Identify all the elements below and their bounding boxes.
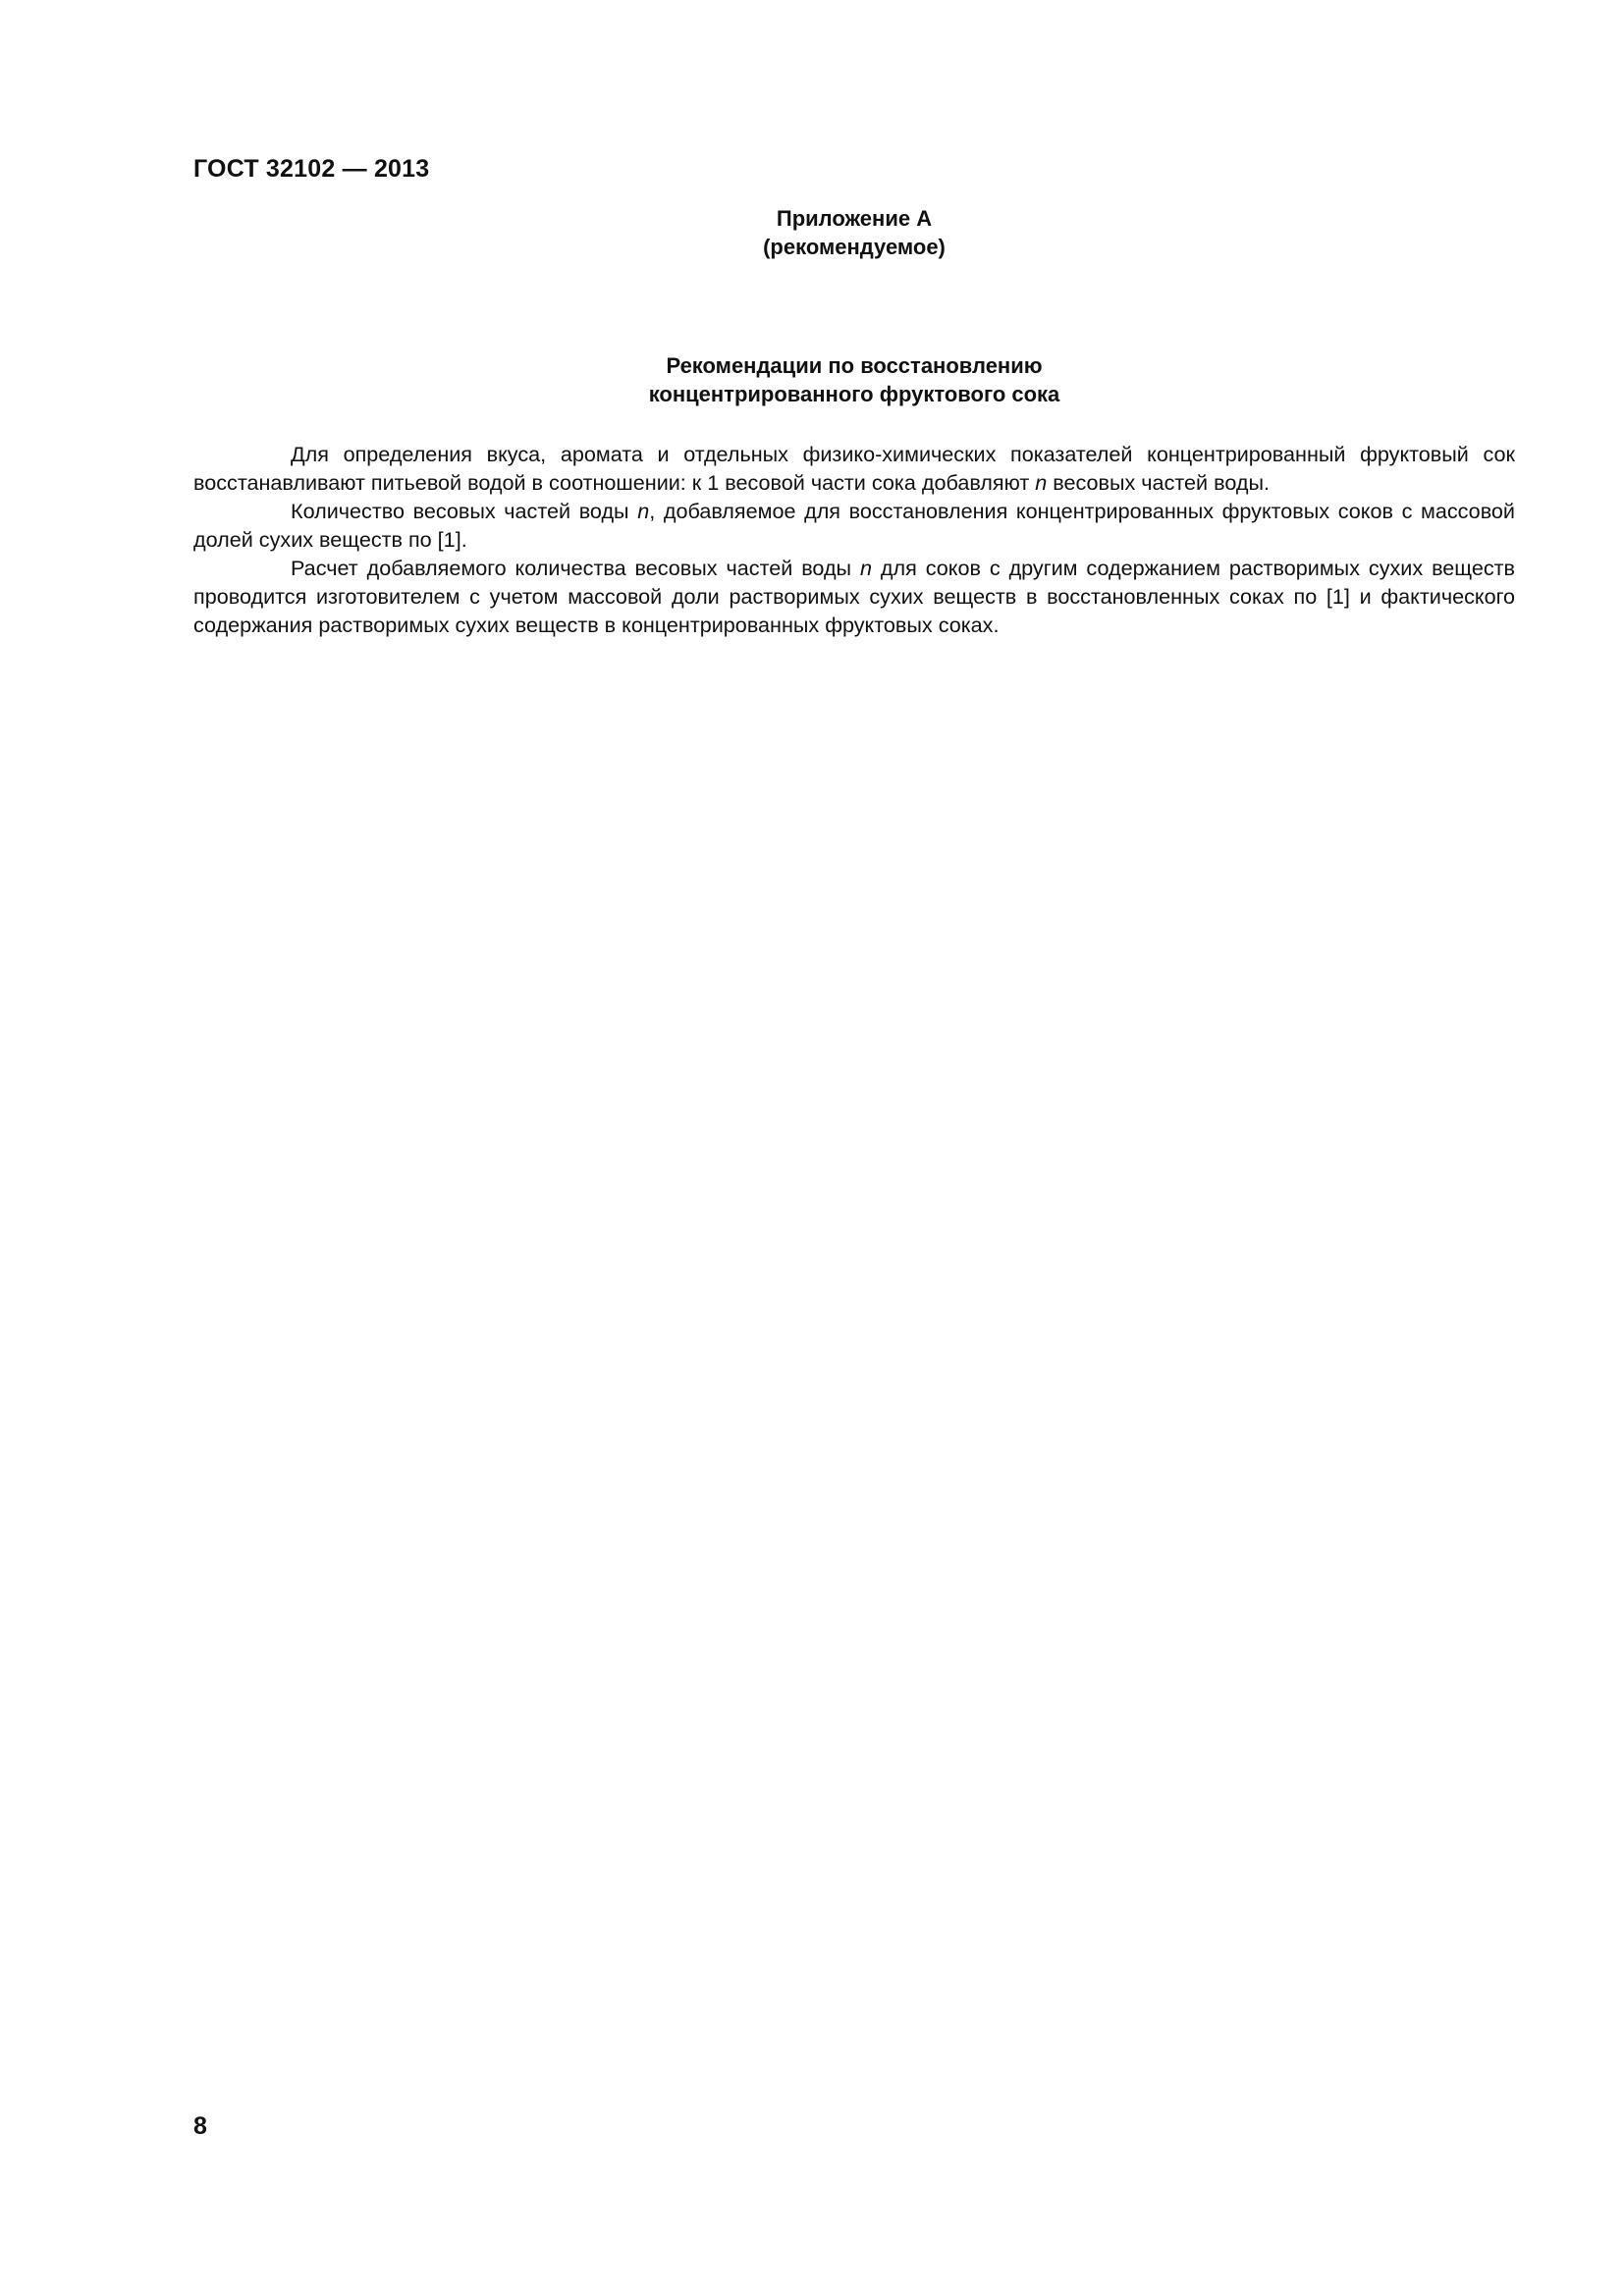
paragraph-2	[193, 497, 1515, 554]
standard-header: ГОСТ 32102 — 2013	[193, 155, 430, 183]
paragraph-1-text-b: весовых частей воды.	[1047, 470, 1270, 495]
paragraph-2-text-a: Количество весовых частей воды	[291, 499, 638, 523]
body-text	[193, 440, 1515, 639]
section-title-line-2: концентрированного фруктового сока	[648, 382, 1060, 406]
section-title	[530, 351, 1178, 408]
appendix-title: Приложение А	[776, 206, 933, 231]
paragraph-3-text-a: Расчет добавляемого количества весовых частей воды	[291, 556, 860, 580]
appendix-status: (рекомендуемое)	[763, 235, 946, 259]
paragraph-3-text-b: для соков с другим содержанием растворимых сухих веществ проводится изготовителем с учетом массовой доли растворимых сухих веществ в восстановленных соках по [1] и фактического содержания растворимых сухих веществ в концентрированных фруктовых соках.	[193, 556, 1516, 637]
appendix-heading	[628, 204, 1080, 261]
variable-n: n	[860, 556, 873, 580]
paragraph-1	[193, 440, 1515, 497]
section-title-line-1: Рекомендации по восстановлению	[666, 353, 1043, 378]
paragraph-2-text-b: , добавляемое для восстановления концентрированных фруктовых соков с массовой долей сухих веществ по [1].	[193, 499, 1515, 552]
page-number: 8	[193, 2112, 207, 2140]
variable-n: n	[1035, 470, 1048, 495]
paragraph-3	[193, 554, 1515, 639]
variable-n: n	[637, 499, 650, 523]
paragraph-1-text-a: Для определения вкуса, аромата и отдельных физико-химических показателей концентрированный фруктовый сок восстанавливают питьевой водой в соотношении: к 1 весовой части сока добавляют	[193, 442, 1515, 495]
